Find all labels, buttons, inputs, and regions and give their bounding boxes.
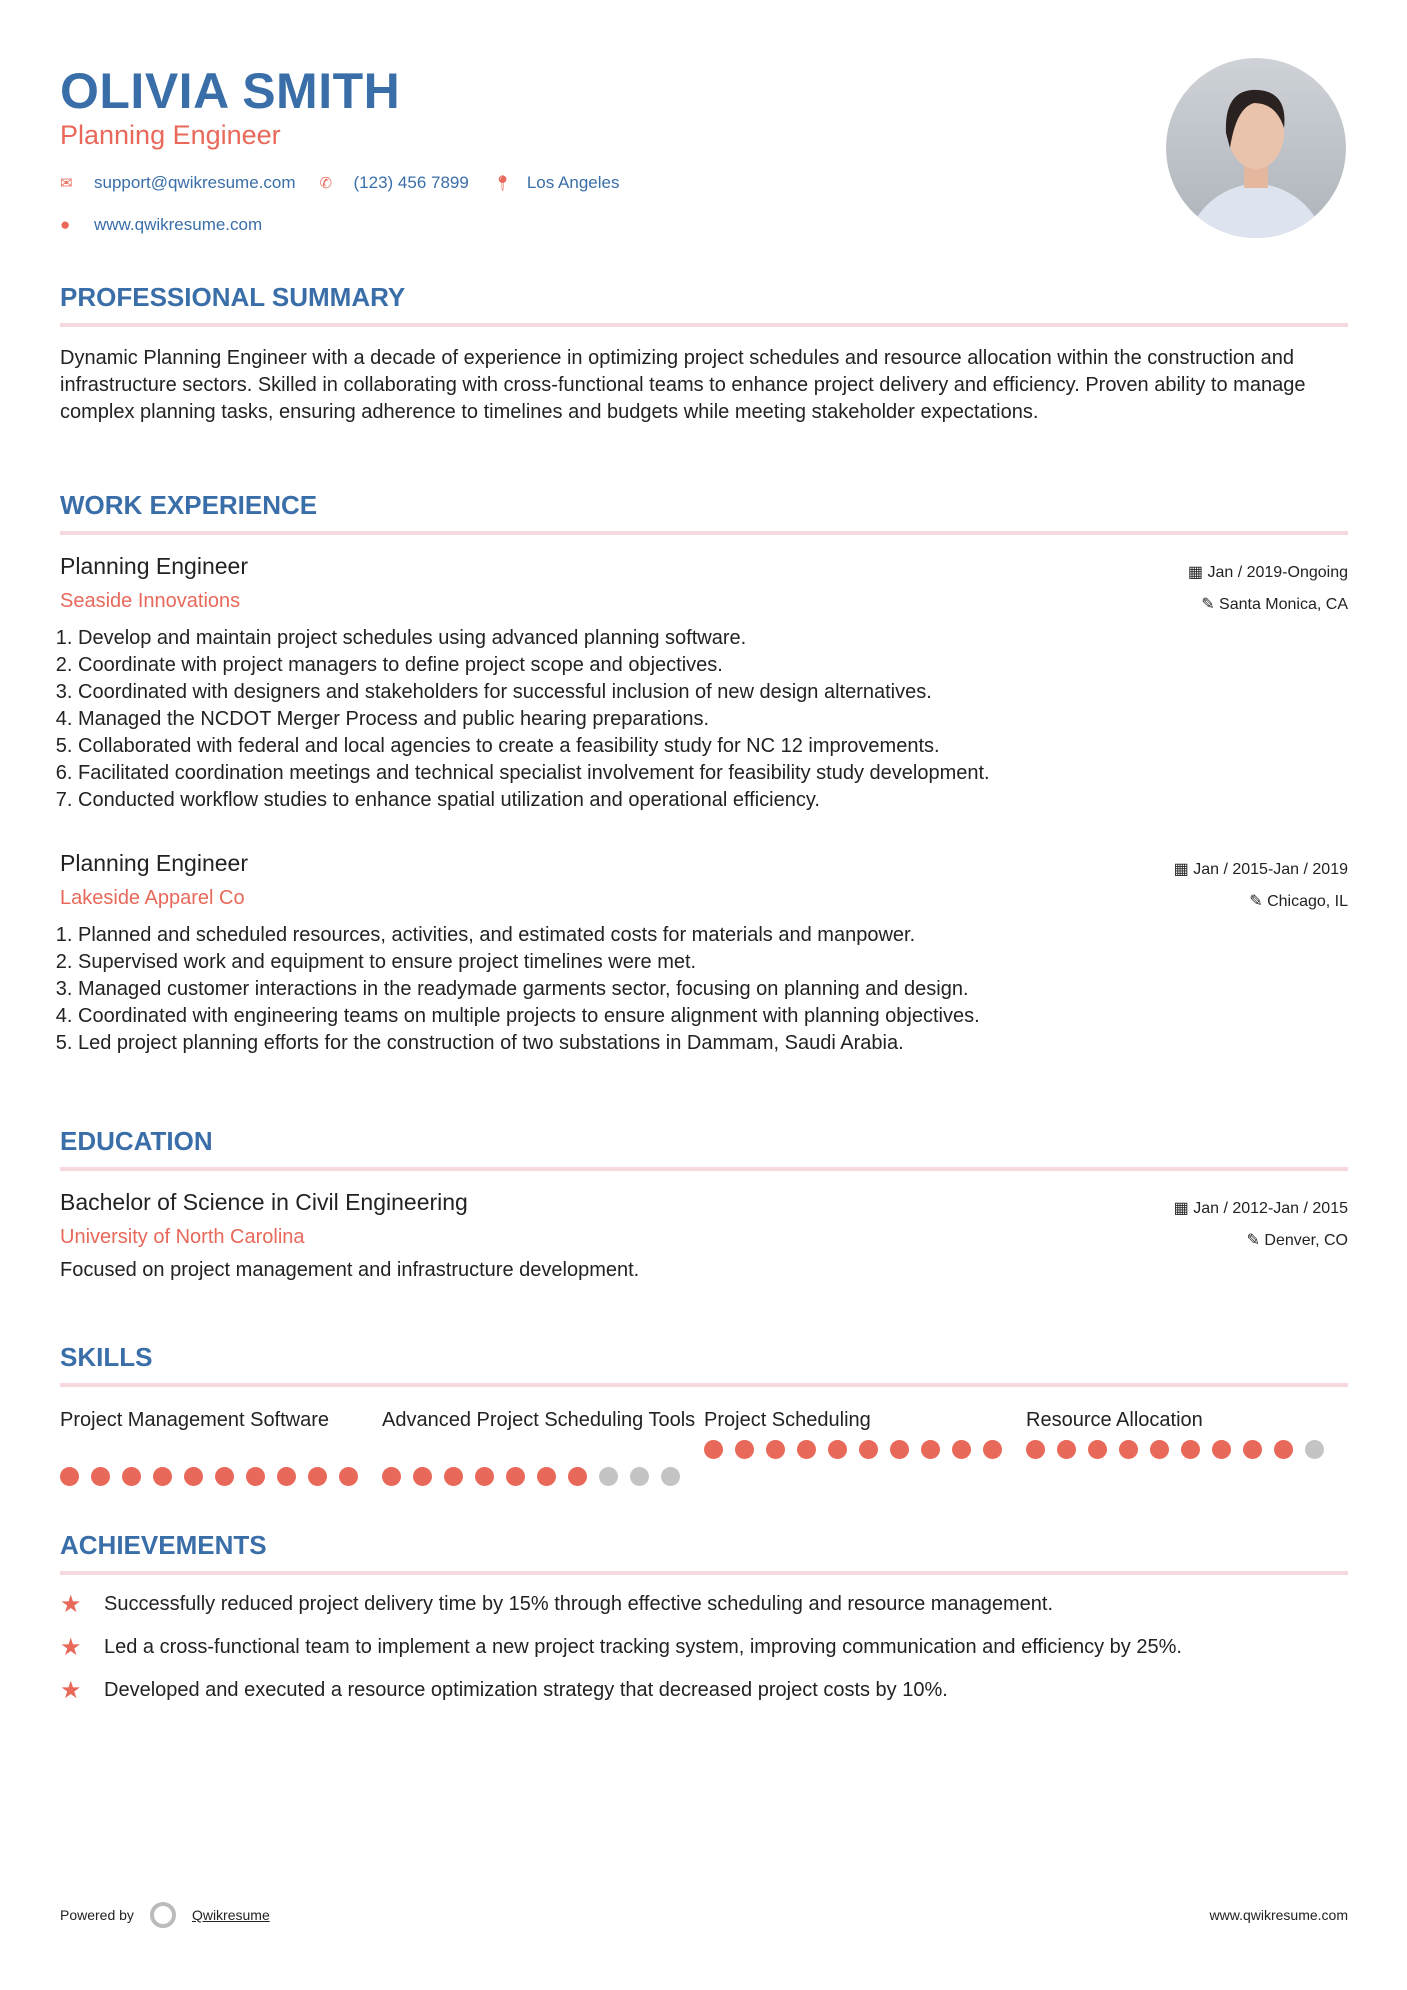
rating-dot [1305, 1440, 1324, 1459]
job-bullet: 5. Led project planning efforts for the construction of two substations in Dammam, Saudi Arabia. [78, 1030, 1348, 1057]
achievement-text: Successfully reduced project delivery time by 15% through effective scheduling and resource management. [104, 1593, 1054, 1615]
rating-dot [1057, 1440, 1076, 1459]
achievement-item [60, 1677, 1348, 1704]
rating-dot [1243, 1440, 1262, 1459]
rating-dot [797, 1440, 816, 1459]
phone-text: (123) 456 7899 [353, 173, 469, 192]
rating-dot [859, 1440, 878, 1459]
rating-dot [952, 1440, 971, 1459]
rating-dot [60, 1467, 79, 1486]
footer [60, 1902, 1348, 1928]
achievement-text: Led a cross-functional team to implement a new project tracking system, improving communication and efficiency by 25%. [104, 1636, 1182, 1658]
star-icon: ★ [60, 1634, 82, 1661]
skill-rating [704, 1440, 1026, 1459]
job-location: Santa Monica, CA [1219, 596, 1348, 613]
job-bullet: 2. Supervised work and equipment to ensure project timelines were met. [78, 949, 1348, 976]
skill-name: Project Management Software [60, 1409, 330, 1431]
skill-rating [1026, 1440, 1348, 1459]
rating-dot [1181, 1440, 1200, 1459]
rating-dot [630, 1467, 649, 1486]
calendar-icon: ▦ [1187, 564, 1208, 581]
profile-photo [1166, 58, 1346, 238]
candidate-name: OLIVIA SMITH [60, 63, 401, 119]
summary-text: Dynamic Planning Engineer with a decade of experience in optimizing project schedules and resource allocation within the construction and infrastructure sectors. Skilled in collaborating with cross-functional teams to enhance project delivery and efficiency. Proven ability to manage complex planning tasks, ensuring adherence to timelines and budgets while meeting stakeholder expectations. [60, 347, 1306, 423]
experience-section [60, 490, 1348, 1057]
job-bullet: 6. Facilitated coordination meetings and technical specialist involvement for feasibility study development. [78, 760, 1348, 787]
skill-item [1026, 1407, 1348, 1486]
company: Seaside Innovations [60, 590, 241, 612]
rating-dot [184, 1467, 203, 1486]
rating-dot [735, 1440, 754, 1459]
website-row [60, 215, 262, 235]
rating-dot [983, 1440, 1002, 1459]
rating-dot [537, 1467, 556, 1486]
summary-section [60, 282, 1348, 426]
school: University of North Carolina [60, 1226, 305, 1248]
envelope-icon: ✉ [60, 175, 73, 192]
job-location: Chicago, IL [1267, 893, 1348, 910]
skills-section [60, 1342, 1348, 1486]
degree: Bachelor of Science in Civil Engineering [60, 1189, 468, 1215]
rating-dot [91, 1467, 110, 1486]
section-heading: SKILLS [60, 1342, 1348, 1387]
job-bullet: 2. Coordinate with project managers to define project scope and objectives. [78, 652, 1348, 679]
job-title: Planning Engineer [60, 850, 248, 876]
brand-link[interactable]: Qwikresume [191, 1907, 270, 1923]
phone-icon: ✆ [319, 175, 333, 192]
map-pin-icon: 📍︎ [492, 175, 512, 192]
rating-dot [661, 1467, 680, 1486]
job-bullet: 1. Planned and scheduled resources, activities, and estimated costs for materials and manpower. [78, 922, 1348, 949]
achievement-item [60, 1591, 1348, 1618]
rating-dot [704, 1440, 723, 1459]
section-heading: WORK EXPERIENCE [60, 490, 1348, 535]
qwikresume-logo-icon [150, 1902, 176, 1928]
rating-dot [1212, 1440, 1231, 1459]
pin-icon: ✎ [1249, 893, 1268, 910]
education-description: Focused on project management and infrastructure development. [60, 1259, 640, 1281]
job-bullet: 4. Managed the NCDOT Merger Process and public hearing preparations. [78, 706, 1348, 733]
job-entry [60, 850, 1348, 1057]
rating-dot [475, 1467, 494, 1486]
rating-dot [413, 1467, 432, 1486]
rating-dot [1088, 1440, 1107, 1459]
job-bullet: 3. Coordinated with designers and stakeholders for successful inclusion of new design alternatives. [78, 679, 1348, 706]
skill-rating [382, 1467, 704, 1486]
skill-item [60, 1407, 382, 1486]
powered-by-label: Powered by [60, 1907, 134, 1923]
rating-dot [921, 1440, 940, 1459]
pin-icon: ✎ [1201, 596, 1220, 613]
education-dates: Jan / 2012-Jan / 2015 [1193, 1200, 1348, 1217]
contact-row [60, 173, 633, 193]
rating-dot [828, 1440, 847, 1459]
rating-dot [122, 1467, 141, 1486]
section-heading: ACHIEVEMENTS [60, 1530, 1348, 1575]
job-title: Planning Engineer [60, 553, 248, 579]
skill-rating [60, 1467, 382, 1486]
candidate-title: Planning Engineer [60, 120, 281, 150]
job-bullet: 7. Conducted workflow studies to enhance spatial utilization and operational efficiency. [78, 787, 1348, 814]
job-meta [1188, 557, 1348, 621]
job-entry [60, 553, 1348, 814]
achievement-text: Developed and executed a resource optimization strategy that decreased project costs by 10%. [104, 1679, 948, 1701]
skill-name: Resource Allocation [1026, 1409, 1203, 1431]
rating-dot [444, 1467, 463, 1486]
star-icon: ★ [60, 1677, 82, 1704]
company: Lakeside Apparel Co [60, 887, 245, 909]
location-text: Los Angeles [526, 173, 620, 192]
education-meta [1174, 1193, 1348, 1257]
rating-dot [1274, 1440, 1293, 1459]
calendar-icon: ▦ [1173, 861, 1194, 878]
skill-name: Advanced Project Scheduling Tools [382, 1409, 696, 1431]
job-meta [1174, 854, 1348, 918]
rating-dot [599, 1467, 618, 1486]
rating-dot [153, 1467, 172, 1486]
rating-dot [382, 1467, 401, 1486]
globe-icon: ● [60, 215, 71, 234]
education-location: Denver, CO [1264, 1232, 1348, 1249]
rating-dot [568, 1467, 587, 1486]
job-dates: Jan / 2019-Ongoing [1207, 564, 1348, 581]
footer-url[interactable]: www.qwikresume.com [1209, 1907, 1348, 1923]
job-dates: Jan / 2015-Jan / 2019 [1193, 861, 1348, 878]
calendar-icon: ▦ [1173, 1200, 1194, 1217]
rating-dot [1026, 1440, 1045, 1459]
skill-item [704, 1407, 1026, 1486]
rating-dot [766, 1440, 785, 1459]
job-bullet: 3. Managed customer interactions in the readymade garments sector, focusing on planning and design. [78, 976, 1348, 1003]
skill-item [382, 1407, 704, 1486]
section-heading: EDUCATION [60, 1126, 1348, 1171]
achievement-item [60, 1634, 1348, 1661]
rating-dot [215, 1467, 234, 1486]
rating-dot [277, 1467, 296, 1486]
rating-dot [1150, 1440, 1169, 1459]
section-heading: PROFESSIONAL SUMMARY [60, 282, 1348, 327]
rating-dot [339, 1467, 358, 1486]
rating-dot [246, 1467, 265, 1486]
star-icon: ★ [60, 1591, 82, 1618]
job-bullet: 1. Develop and maintain project schedules using advanced planning software. [78, 625, 1348, 652]
job-bullet: 5. Collaborated with federal and local agencies to create a feasibility study for NC 12 improvements. [78, 733, 1348, 760]
achievements-section [60, 1530, 1348, 1704]
education-section [60, 1126, 1348, 1282]
pin-icon: ✎ [1246, 1232, 1265, 1249]
website-link[interactable]: www.qwikresume.com [94, 215, 263, 234]
job-bullet: 4. Coordinated with engineering teams on multiple projects to ensure alignment with planning objectives. [78, 1003, 1348, 1030]
email-link[interactable]: support@qwikresume.com [94, 173, 296, 192]
rating-dot [308, 1467, 327, 1486]
rating-dot [506, 1467, 525, 1486]
skill-name: Project Scheduling [704, 1409, 871, 1431]
rating-dot [1119, 1440, 1138, 1459]
rating-dot [890, 1440, 909, 1459]
